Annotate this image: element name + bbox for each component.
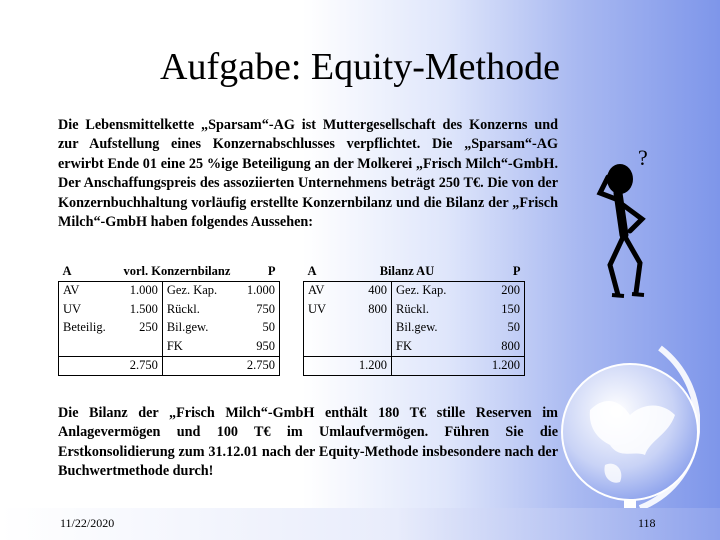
right-value: 50 — [240, 319, 280, 338]
table-total-row — [304, 356, 525, 376]
right-value: 750 — [240, 300, 280, 319]
left-value: 250 — [114, 319, 162, 338]
right-item: Gez. Kap. — [162, 281, 239, 300]
right-item: Bil.gew. — [166, 320, 209, 335]
globe-icon — [550, 340, 700, 520]
table-row — [304, 300, 525, 319]
slide-title: Aufgabe: Equity-Methode — [160, 46, 560, 88]
table-row — [59, 281, 280, 300]
table-row — [59, 300, 280, 319]
table-title: Bilanz AU — [379, 263, 435, 278]
left-item: Beteilig. — [59, 319, 115, 338]
right-item: FK — [396, 338, 412, 353]
right-value: 950 — [240, 337, 280, 356]
right-item: Rückl. — [166, 301, 200, 316]
right-value: 150 — [473, 300, 524, 319]
right-item: FK — [166, 338, 183, 353]
right-item: Bil.gew. — [396, 320, 438, 335]
left-value — [341, 319, 392, 338]
assets-header: A — [62, 263, 72, 278]
left-item — [304, 337, 341, 356]
task-paragraph: Die Bilanz der „Frisch Milch“-GmbH enthält 180 T€ stille Reserven im Anlagevermögen und 100 T€ im Umlaufvermögen. Führen Sie die Erstkonsolidierung zum 31.12.01 nach der Equity-Methode insbesondere nach der Buchwertmethode durch! — [58, 405, 558, 480]
left-item: UV — [59, 300, 115, 319]
left-item: UV — [304, 300, 341, 319]
total-left: 1.200 — [341, 356, 392, 376]
left-item: AV — [304, 281, 341, 300]
assets-header: A — [307, 263, 317, 278]
left-item — [304, 319, 341, 338]
total-right: 2.750 — [240, 356, 280, 376]
left-value — [341, 337, 392, 356]
table-title: vorl. Konzernbilanz — [123, 263, 231, 278]
footer-date: 11/22/2020 — [60, 516, 115, 530]
table-header-row — [304, 262, 525, 281]
left-value: 1.000 — [114, 281, 162, 300]
right-value: 50 — [473, 319, 524, 338]
table-row — [304, 337, 525, 356]
total-right: 1.200 — [473, 356, 524, 376]
right-value: 1.000 — [240, 281, 280, 300]
page-number: 118 — [638, 516, 656, 530]
thinking-figure-icon — [560, 135, 680, 305]
right-value: 800 — [473, 337, 524, 356]
left-value: 400 — [341, 281, 392, 300]
table-row — [59, 319, 280, 338]
consolidated-balance-table — [58, 262, 280, 376]
right-value: 200 — [473, 281, 524, 300]
intro-paragraph: Die Lebensmittelkette „Sparsam“-AG ist Muttergesellschaft des Konzerns und zur Aufstellung eines Konzernabschlusses verpflichtet. Die „Sparsam“-AG erwirbt Ende 01 eine 25 %ige Beteiligung an der Molkerei „Frisch Milch“-GmbH. Der Anschaffungspreis des assoziierten Unternehmens beträgt 250 T€. Die von der Konzernbuchhaltung vorläufig erstellte Konzernbilanz und die Bilanz der „Frisch Milch“-GmbH haben folgendes Aussehen: — [58, 117, 558, 231]
question-mark-label: ? — [638, 145, 648, 170]
table-row — [59, 337, 280, 356]
left-value: 800 — [341, 300, 392, 319]
associate-balance-table — [303, 262, 525, 376]
table-row — [304, 281, 525, 300]
right-item: Rückl. — [396, 301, 429, 316]
left-item: AV — [59, 281, 115, 300]
left-value: 1.500 — [114, 300, 162, 319]
table-row — [304, 319, 525, 338]
total-left: 2.750 — [114, 356, 162, 376]
right-item: Gez. Kap. — [392, 281, 474, 300]
left-item — [59, 337, 115, 356]
liabilities-header: P — [512, 263, 521, 278]
left-value — [114, 337, 162, 356]
table-header-row — [59, 262, 280, 281]
table-total-row — [59, 356, 280, 376]
liabilities-header: P — [267, 263, 276, 278]
